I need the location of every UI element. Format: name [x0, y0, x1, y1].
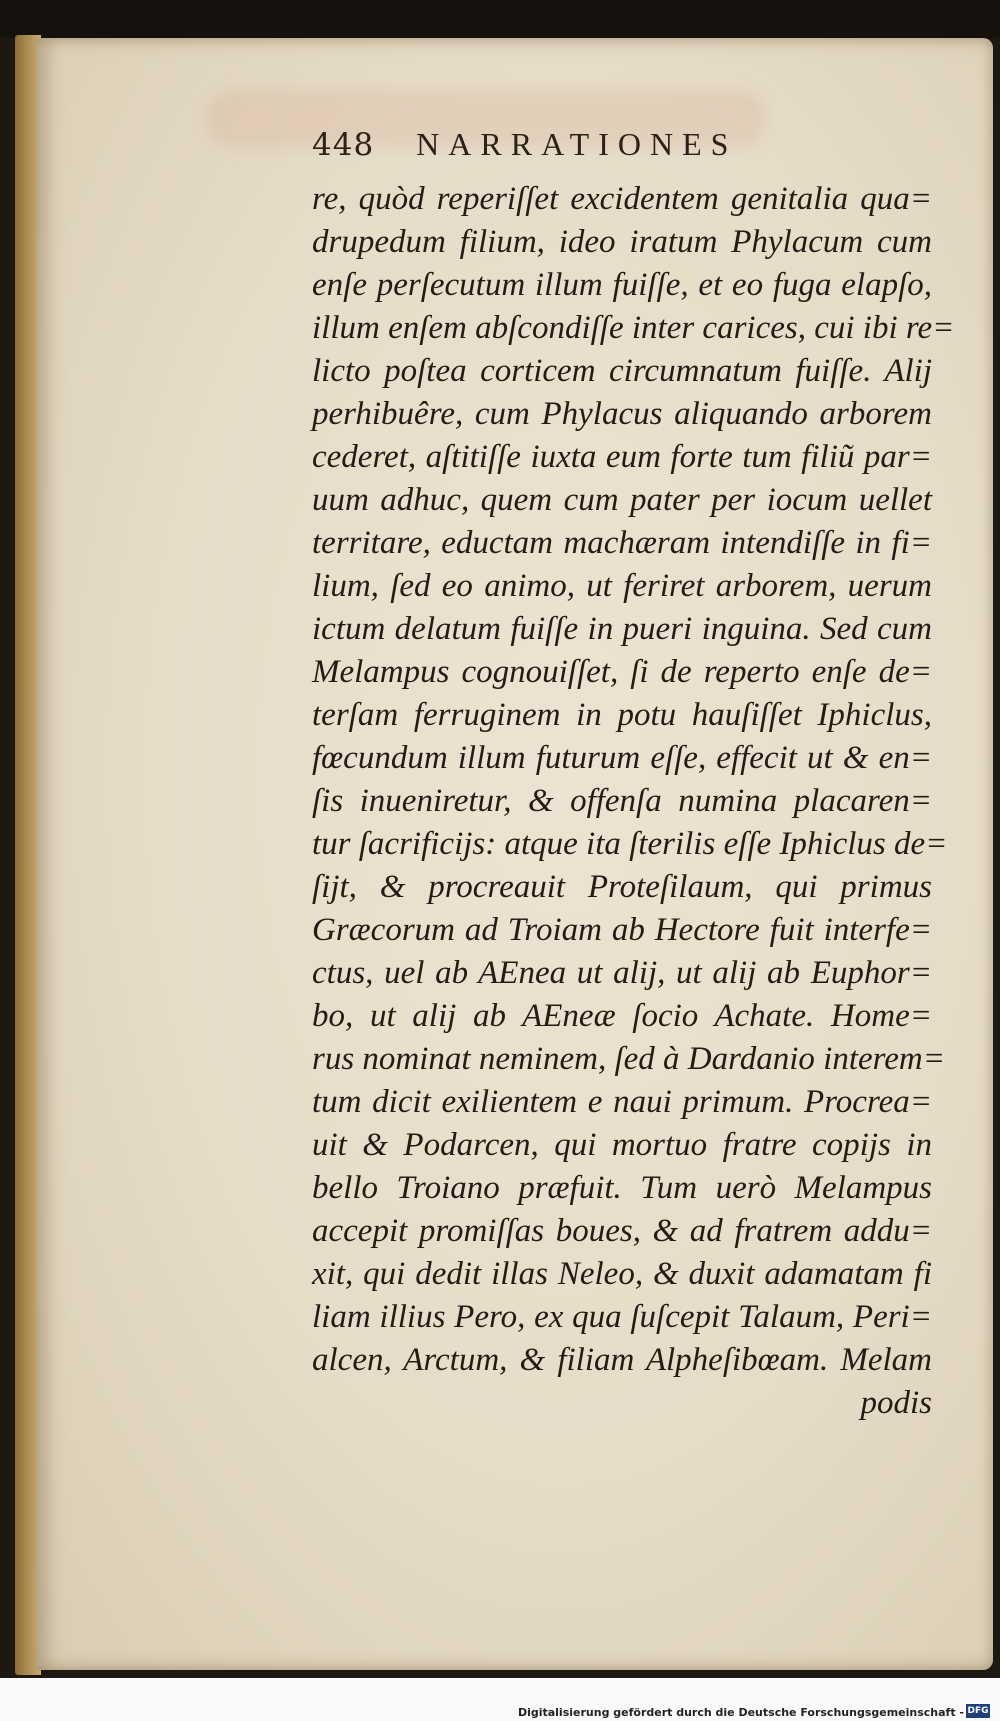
text-line: uum adhuc, quem cum pater per iocum uellet	[312, 482, 932, 518]
text-line: illum enſem abſcondiſſe inter carices, cui ibi re=	[312, 310, 955, 346]
text-line: licto poſtea corticem circumnatum fuiſſe. Alij	[312, 353, 932, 389]
text-line: xit, qui dedit illas Neleo, & duxit adamatam fi	[312, 1256, 932, 1292]
text-line: enſe perſecutum illum fuiſſe, et eo fuga elapſo,	[312, 267, 932, 303]
text-line: accepit promiſſas boues, & ad fratrem addu=	[312, 1213, 932, 1249]
text-line: fœcundum illum futurum eſſe, effecit ut & en=	[312, 740, 932, 776]
text-line: terſam ferruginem in potu hauſiſſet Iphiclus,	[312, 697, 932, 733]
text-line: lium, ſed eo animo, ut feriret arborem, uerum	[312, 568, 932, 604]
body-text	[312, 178, 955, 1425]
text-line: cederet, aſtitiſſe iuxta eum forte tum filiũ par=	[312, 439, 932, 475]
text-line: ſijt, & procreauit Proteſilaum, qui primus	[312, 869, 932, 905]
text-line: tur ſacrificijs: atque ita ſterilis eſſe Iphiclus de=	[312, 826, 948, 862]
text-line: tum dicit exilientem e naui primum. Procrea=	[312, 1084, 932, 1120]
text-line: alcen, Arctum, & filiam Alpheſibœam. Melam	[312, 1342, 932, 1378]
text-line: ictum delatum fuiſſe in pueri inguina. Sed cum	[312, 611, 932, 647]
text-line: uit & Podarcen, qui mortuo fratre copijs in	[312, 1127, 932, 1163]
page-header	[312, 126, 872, 172]
text-line: bo, ut alij ab AEneæ ſocio Achate. Home=	[312, 998, 932, 1034]
text-line: perhibuêre, cum Phylacus aliquando arborem	[312, 396, 932, 432]
text-line: re, quòd reperiſſet excidentem genitalia qua=	[312, 181, 932, 217]
text-line: ctus, uel ab AEnea ut alij, ut alij ab Euphor=	[312, 955, 932, 991]
text-line: liam illius Pero, ex qua ſuſcepit Talaum, Peri=	[312, 1299, 932, 1335]
catchword: podis	[860, 1385, 932, 1421]
text-line: bello Troiano præfuit. Tum uerò Melampus	[312, 1170, 932, 1206]
text-line: drupedum filium, ideo iratum Phylacum cum	[312, 224, 932, 260]
scan-top-border	[0, 0, 1000, 38]
text-line: ſis inueniretur, & offenſa numina placaren=	[312, 783, 932, 819]
text-line: territare, eductam machæram intendiſſe in fi=	[312, 525, 932, 561]
text-line: Melampus cognouiſſet, ſi de reperto enſe de=	[312, 654, 932, 690]
page-number: 448	[312, 127, 375, 163]
digitization-credit: Digitalisierung gefördert durch die Deutsche Forschungsgemeinschaft -	[517, 1706, 964, 1719]
dfg-logo-icon: DFG	[967, 1706, 989, 1716]
running-head: NARRATIONES	[416, 126, 738, 162]
text-line: Græcorum ad Troiam ab Hectore fuit interfe=	[312, 912, 932, 948]
text-line: rus nominat neminem, ſed à Dardanio interem=	[312, 1041, 946, 1077]
